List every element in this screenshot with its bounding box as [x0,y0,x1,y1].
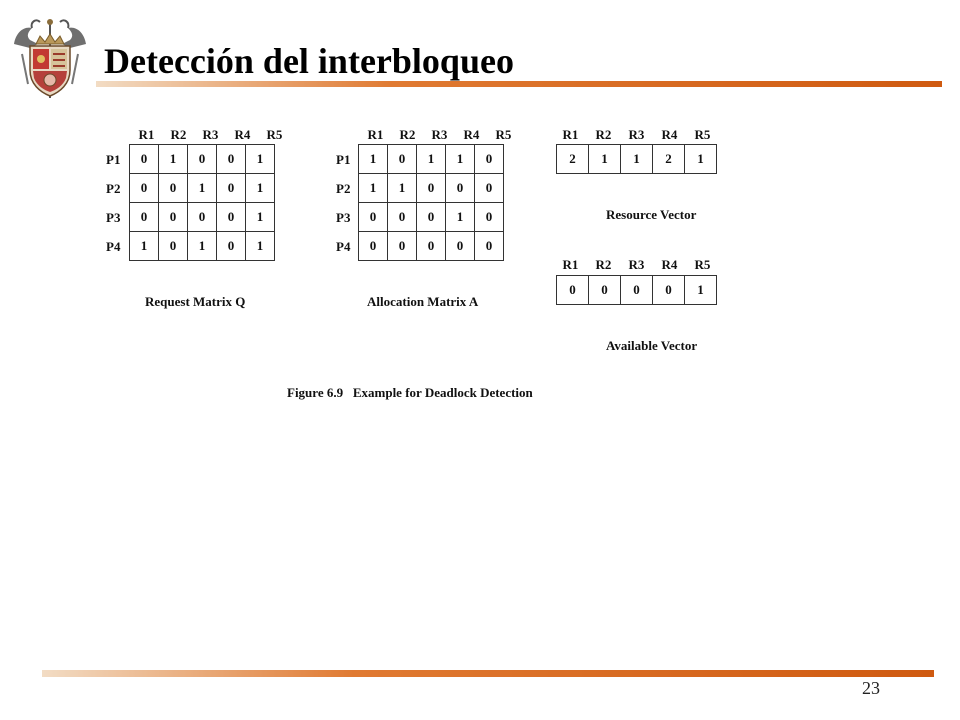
column-header: R5 [495,127,512,142]
matrix-cell: 0 [475,174,504,203]
row-label: P1 [106,152,121,167]
available-vector-label: Available Vector [606,338,698,353]
matrix-row [130,145,275,174]
matrix-cell: 0 [388,145,417,174]
matrix-row [557,276,717,305]
column-header: R1 [562,257,579,272]
slide-title: Detección del interbloqueo [104,41,514,81]
matrix-cell: 1 [246,203,275,232]
column-header: R4 [661,257,678,272]
column-header: R5 [694,257,711,272]
matrix-cell: 0 [159,203,188,232]
matrix-cell: 1 [159,145,188,174]
matrix-cell: 0 [359,203,388,232]
matrix-cell: 1 [188,174,217,203]
matrix-cell: 1 [359,174,388,203]
matrix-cell: 0 [475,232,504,261]
matrix-cell: 0 [130,203,159,232]
column-header: R4 [463,127,480,142]
university-crest-logo [8,14,92,100]
row-label: P3 [106,210,121,225]
row-label: P3 [336,210,351,225]
matrix-cell: 0 [388,232,417,261]
column-header: R2 [595,257,612,272]
matrix-row [359,232,504,261]
title-underline-rule [96,81,942,87]
matrix-cell: 1 [246,174,275,203]
matrix-cell: 1 [446,203,475,232]
matrix-cell: 0 [159,174,188,203]
row-label: P4 [106,239,121,254]
matrix-cell: 0 [446,232,475,261]
column-header: R1 [138,127,155,142]
column-header: R2 [595,127,612,142]
column-header: R2 [170,127,187,142]
matrix-cell: 1 [246,232,275,261]
page-number: 23 [862,678,880,698]
request-matrix-label: Request Matrix Q [145,294,246,309]
vector-cell: 2 [557,145,589,174]
column-header: R4 [661,127,678,142]
vector-cell: 0 [557,276,589,305]
matrix-cell: 0 [130,145,159,174]
vector-cell: 1 [685,145,717,174]
column-header: R3 [202,127,219,142]
matrix-cell: 0 [417,232,446,261]
column-header: R3 [628,127,645,142]
matrix-cell: 1 [359,145,388,174]
matrix-cell: 0 [217,203,246,232]
matrix-row [359,203,504,232]
matrix-row [130,174,275,203]
matrix-cell: 0 [159,232,188,261]
matrix-cell: 1 [130,232,159,261]
row-label: P4 [336,239,351,254]
available-vector-table [556,275,717,305]
row-label: P2 [336,181,351,196]
matrix-cell: 1 [188,232,217,261]
matrix-cell: 1 [388,174,417,203]
matrix-row [130,232,275,261]
column-header: R5 [266,127,283,142]
matrix-cell: 0 [217,145,246,174]
matrix-row [557,145,717,174]
column-header: R3 [628,257,645,272]
column-header: R5 [694,127,711,142]
vector-cell: 2 [653,145,685,174]
matrix-row [359,174,504,203]
matrix-cell: 0 [217,174,246,203]
matrix-cell: 1 [446,145,475,174]
footer-rule [42,670,934,677]
matrix-cell: 0 [130,174,159,203]
allocation-matrix-table [358,144,504,261]
matrix-cell: 0 [188,145,217,174]
matrix-cell: 0 [446,174,475,203]
vector-cell: 0 [653,276,685,305]
matrix-row [359,145,504,174]
column-header: R2 [399,127,416,142]
vector-cell: 0 [621,276,653,305]
column-header: R1 [562,127,579,142]
row-label: P2 [106,181,121,196]
request-matrix-table [129,144,275,261]
figure-caption: Figure 6.9 Example for Deadlock Detection [287,385,533,400]
matrix-cell: 1 [246,145,275,174]
matrix-cell: 0 [417,174,446,203]
vector-cell: 1 [621,145,653,174]
matrix-cell: 0 [475,203,504,232]
column-header: R1 [367,127,384,142]
column-header: R4 [234,127,251,142]
matrix-cell: 0 [475,145,504,174]
resource-vector-table [556,144,717,174]
matrix-row [130,203,275,232]
matrix-cell: 0 [188,203,217,232]
resource-vector-label: Resource Vector [606,207,697,222]
vector-cell: 0 [589,276,621,305]
row-label: P1 [336,152,351,167]
matrix-cell: 0 [388,203,417,232]
matrix-cell: 1 [417,145,446,174]
vector-cell: 1 [685,276,717,305]
matrix-cell: 0 [217,232,246,261]
allocation-matrix-label: Allocation Matrix A [367,294,479,309]
matrix-cell: 0 [359,232,388,261]
column-header: R3 [431,127,448,142]
matrix-cell: 0 [417,203,446,232]
vector-cell: 1 [589,145,621,174]
